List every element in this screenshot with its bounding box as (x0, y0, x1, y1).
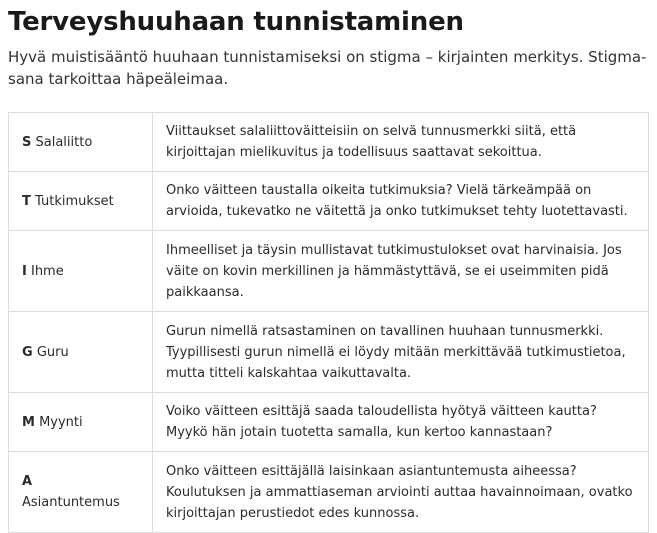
table-row (9, 393, 649, 452)
term-cell (9, 393, 153, 452)
term-label: Asiantuntemus (22, 495, 120, 510)
table-row (9, 113, 649, 172)
table-row (9, 312, 649, 393)
term-label: Myynti (39, 414, 83, 430)
page-title: Terveyshuuhaan tunnistaminen (8, 7, 464, 37)
term-label: Guru (36, 344, 69, 360)
table-row (9, 231, 649, 312)
description-cell: Ihmeelliset ja täysin mullistavat tutkimustulokset ovat harvinaisia. Jos väite on kovin merkillinen ja hämmästyttävä, se ei useimmiten pidä paikkaansa. (153, 231, 649, 312)
description-cell: Gurun nimellä ratsastaminen on tavallinen huuhaan tunnusmerkki. Tyypillisesti gurun nimellä ei löydy mitään merkittävää tutkimustietoa, mutta titteli kalskahtaa vaikuttavalta. (153, 312, 649, 393)
term-cell (9, 452, 153, 533)
term-letter: G (22, 344, 33, 360)
term-label: Salaliitto (35, 134, 93, 150)
intro-text: Hyvä muistisääntö huuhaan tunnistamiseksi on stigma – kirjainten merkitys. Stigma-sana tarkoittaa häpeäleimaa. (8, 48, 647, 88)
stigma-table (8, 112, 649, 533)
description-cell: Viittaukset salaliittoväitteisiin on selvä tunnusmerkki siitä, että kirjoittajan mielikuvitus ja todellisuus saattavat sekoittua. (153, 113, 649, 172)
term-cell (9, 312, 153, 393)
term-letter: I (22, 263, 27, 279)
term-letter: S (22, 134, 32, 150)
term-cell (9, 231, 153, 312)
term-label: Ihme (30, 263, 64, 279)
term-letter: M (22, 414, 35, 430)
table-row (9, 452, 649, 533)
term-letter: T (22, 193, 31, 209)
term-letter: A (22, 474, 33, 489)
description-cell: Onko väitteen esittäjällä laisinkaan asiantuntemusta aiheessa? Koulutuksen ja ammattiaseman arviointi auttaa havainnoimaan, ovatko kirjoittajan perustiedot edes kunnossa. (153, 452, 649, 533)
description-cell: Onko väitteen taustalla oikeita tutkimuksia? Vielä tärkeämpää on arvioida, tukevatko ne väitettä ja onko tutkimukset tehty luotettavasti. (153, 172, 649, 231)
term-cell (9, 172, 153, 231)
term-label: Tutkimukset (35, 193, 114, 209)
table-row (9, 172, 649, 231)
term-cell (9, 113, 153, 172)
description-cell: Voiko väitteen esittäjä saada taloudellista hyötyä väitteen kautta? Myykö hän jotain tuotetta samalla, kun kertoo kannastaan? (153, 393, 649, 452)
